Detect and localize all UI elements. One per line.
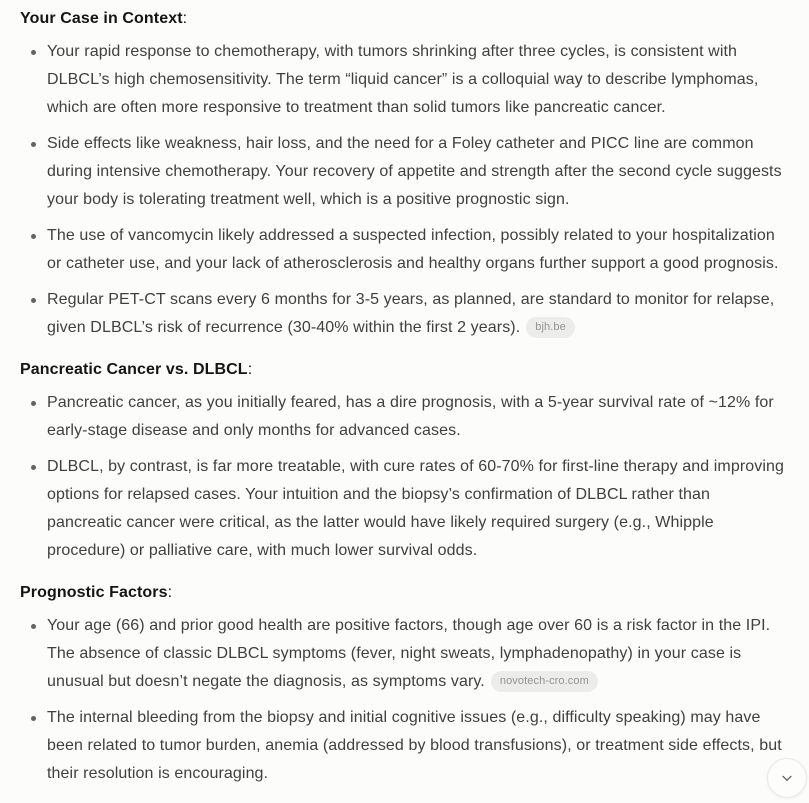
chevron-down-icon: [779, 770, 795, 786]
list-item-text: Side effects like weakness, hair loss, and the need for a Foley catheter and PICC line are common during intensive chemotherapy. Your recovery of appetite and strength after the second cycle suggests your body is tolerating treatment well, which is a positive prognostic sign.: [47, 135, 782, 208]
scroll-to-bottom-button[interactable]: [767, 758, 807, 798]
list-item-text: [47, 612, 789, 696]
bullet-icon: [31, 50, 36, 55]
list-item-text: DLBCL, by contrast, is far more treatable, with cure rates of 60-70% for first-line therapy and improving options for relapsed cases. Your intuition and the biopsy’s confirmation of DLBCL rather than pancreatic cancer were critical, as the latter would have likely required surgery (e.g., Whipple procedure) or palliative care, with much lower survival odds.: [47, 458, 785, 559]
bullet-marker: [20, 389, 47, 445]
bullet-icon: [31, 624, 36, 629]
bullet-marker: [20, 222, 47, 278]
section-heading-text: Pancreatic Cancer vs. DLBCL: [20, 361, 248, 378]
section-heading-text: Your Case in Context: [20, 10, 183, 27]
bullet-icon: [31, 465, 36, 470]
list-item: [20, 612, 789, 696]
section-heading-text: Prognostic Factors: [20, 584, 168, 601]
heading-colon: :: [247, 361, 253, 378]
citation-badge[interactable]: bjh.be: [526, 317, 575, 338]
bullet-marker: [20, 38, 47, 122]
heading-colon: :: [167, 584, 173, 601]
list-item-text: The internal bleeding from the biopsy and initial cognitive issues (e.g., difficulty speaking) may have been related to tumor burden, anemia (addressed by blood transfusions), or treatment side effects, but their resolution is encouraging.: [47, 709, 782, 782]
list-item: [20, 453, 789, 565]
list-item-body: Regular PET-CT scans every 6 months for 3-5 years, as planned, are standard to monitor for relapse, given DLBCL’s risk of recurrence (30-40% within the first 2 years).: [47, 291, 775, 336]
bullet-icon: [31, 401, 36, 406]
list-item: [20, 222, 789, 278]
bullet-marker: [20, 612, 47, 696]
section-heading: [20, 359, 789, 381]
list-item: [20, 130, 789, 214]
list-item-text: The use of vancomycin likely addressed a suspected infection, possibly related to your hospitalization or catheter use, and your lack of atherosclerosis and healthy organs further support a good prognosis.: [47, 227, 779, 272]
bullet-icon: [31, 234, 36, 239]
heading-colon: :: [182, 10, 188, 27]
bullet-list: [20, 612, 789, 788]
bullet-marker: [20, 453, 47, 565]
bullet-icon: [31, 298, 36, 303]
list-item: [20, 389, 789, 445]
bullet-list: [20, 38, 789, 342]
list-item-text: Pancreatic cancer, as you initially feared, has a dire prognosis, with a 5-year survival rate of ~12% for early-stage disease and only months for advanced cases.: [47, 394, 774, 439]
list-item: [20, 38, 789, 122]
bullet-marker: [20, 704, 47, 788]
list-item: [20, 704, 789, 788]
bullet-icon: [31, 716, 36, 721]
bullet-list: [20, 389, 789, 565]
section-heading: [20, 582, 789, 604]
list-item-text: [47, 286, 789, 342]
section-heading: [20, 8, 789, 30]
list-item: [20, 286, 789, 342]
bullet-marker: [20, 286, 47, 342]
citation-badge[interactable]: novotech-cro.com: [491, 671, 598, 692]
list-item-body: Your age (66) and prior good health are positive factors, though age over 60 is a risk factor in the IPI. The absence of classic DLBCL symptoms (fever, night sweats, lymphadenopathy) in your case is unusual but doesn’t negate the diagnosis, as symptoms vary.: [47, 617, 771, 690]
bullet-icon: [31, 142, 36, 147]
bullet-marker: [20, 130, 47, 214]
list-item-text: Your rapid response to chemotherapy, with tumors shrinking after three cycles, is consistent with DLBCL’s high chemosensitivity. The term “liquid cancer” is a colloquial way to describe lymphomas, which are often more responsive to treatment than solid tumors like pancreatic cancer.: [47, 43, 759, 116]
